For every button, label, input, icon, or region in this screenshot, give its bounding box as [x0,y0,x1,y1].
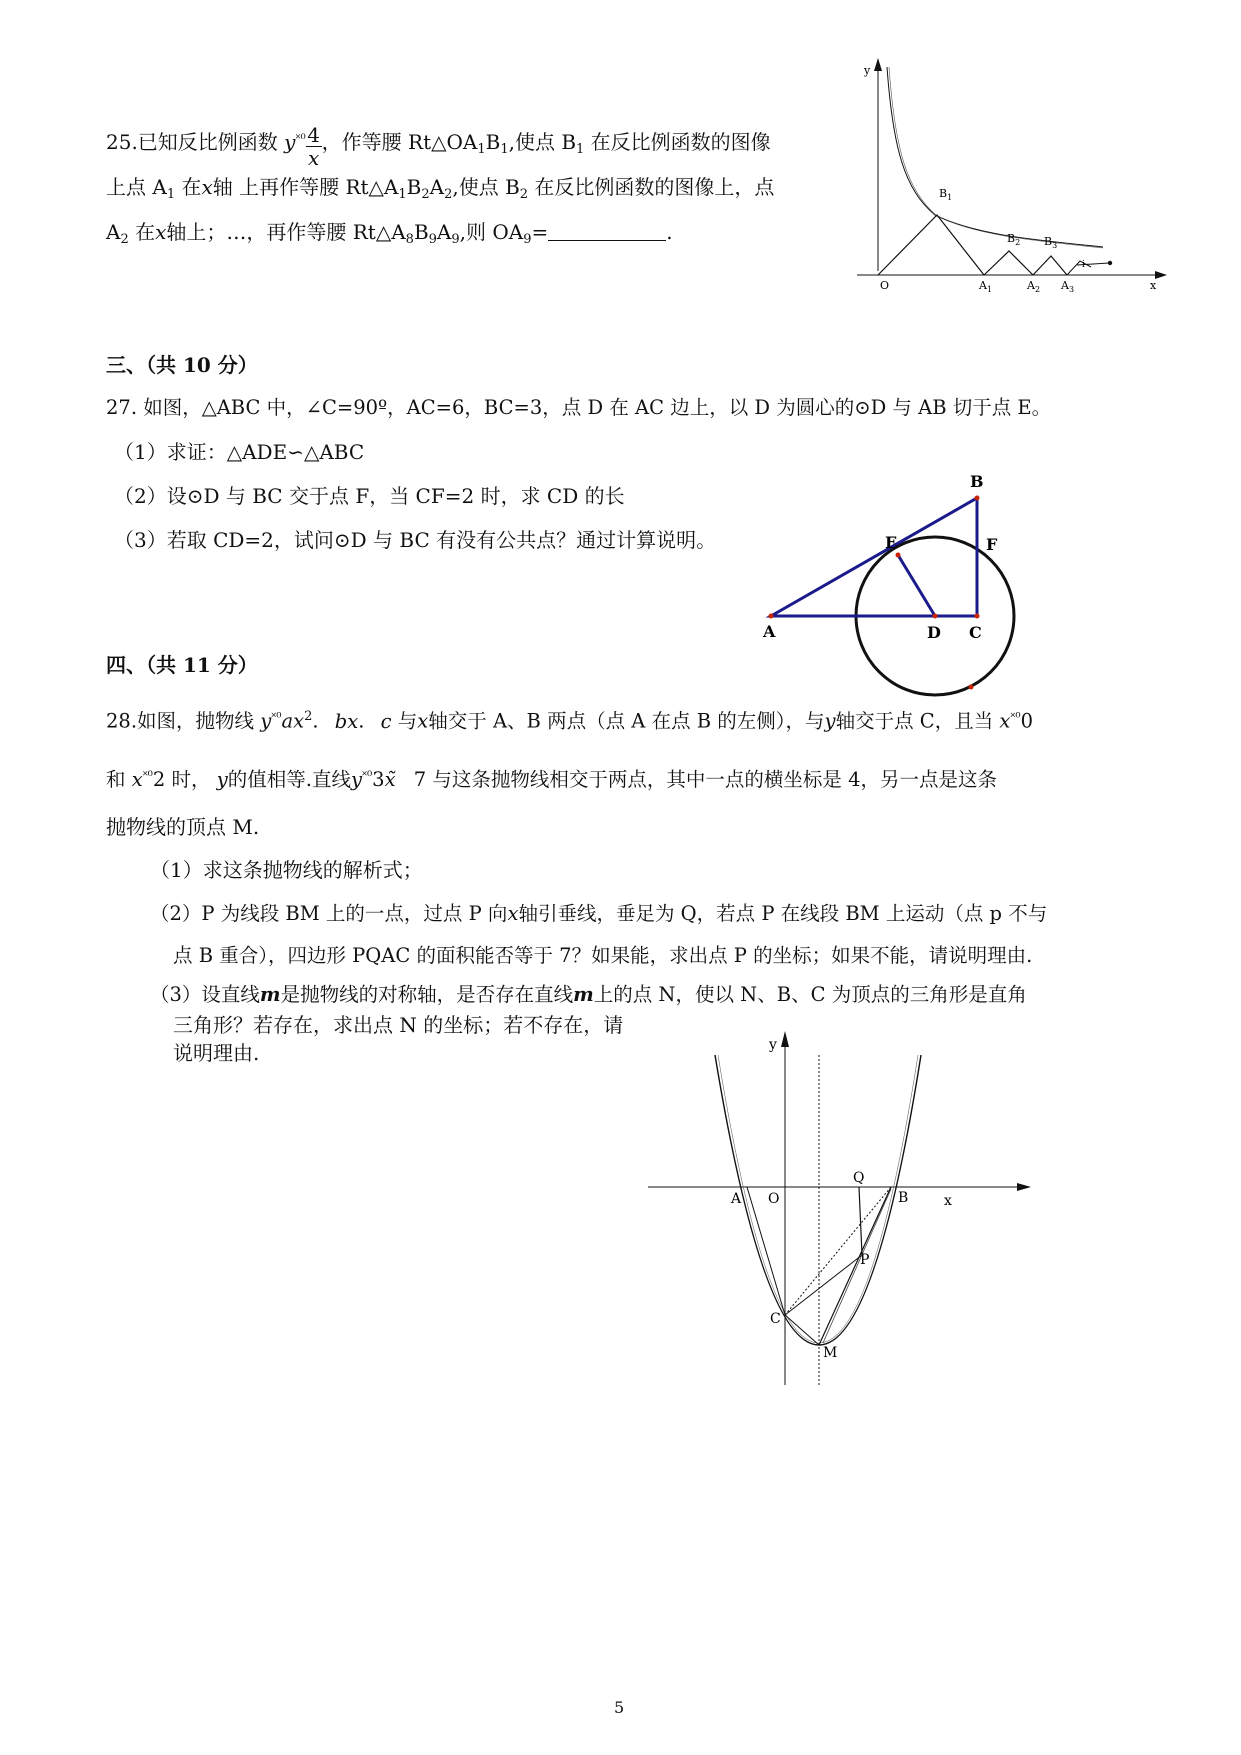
q28-segment-cp [785,1255,862,1315]
q28-text: 轴引垂线，垂足为 Q，若点 P 在线段 BM 上运动（点 p 不与 [518,902,1048,925]
q25-text: ,使点 B [508,130,577,154]
q27-label-f: F [986,535,998,554]
q27-triangle-abc [771,498,977,616]
q25-text: 在 [128,220,156,244]
section-4-heading: 四、（共 11 分） [106,653,258,677]
q25-figure [845,55,1175,300]
q27-label-d: D [927,623,941,642]
q28-var-x: x [131,768,143,791]
q28-var-x: x [999,709,1011,733]
q28-line-2 [106,765,997,792]
q28-garbled-symbol: ˟⁰ [142,769,153,784]
q28-text: 2 时， [152,768,211,791]
q28-text: 轴交于 A、B 两点（点 A 在点 B 的左侧），与 [428,709,825,733]
q28-term-bx: bx [334,709,359,733]
q25-subscript: 1 [500,142,509,157]
q25-text: B [406,175,422,199]
q25-triangle-3 [1033,256,1067,275]
q28-part-1: （1）求这条抛物线的解析式； [150,858,423,882]
q28-text: . [312,709,319,733]
q27-point-c [975,614,980,619]
q28-part-3-line-3: 说明理由. [173,1041,260,1065]
q25-text: B [413,220,429,244]
q28-var-x: x [507,902,519,925]
q28-text: 的值相等.直线 [227,768,351,791]
q25-subscript: 2 [519,187,529,202]
q25-subscript: 9 [428,232,437,247]
q25-label-a3: $A_3$ [1061,279,1075,294]
q28-label-x: x [944,1193,952,1209]
q28-exponent: 2 [304,709,313,724]
q28-y-axis-arrow [781,1031,789,1047]
q28-part-2-line-2: 点 B 重合），四边形 PQAC 的面积能否等于 7？如果能，求出点 P 的坐标；如果不能，请说明理由. [173,944,1033,967]
q28-text: （3）设直线 [150,983,260,1006]
q25-text: = [531,220,549,244]
q28-segment-cb-dotted [785,1187,891,1315]
q25-subscript: 2 [444,187,453,202]
q25-subscript: 1 [477,142,486,157]
q27-label-c: C [969,623,982,642]
q25-triangle-2 [984,251,1033,275]
q28-var-m: m [573,983,594,1006]
q28-line-1 [106,705,1033,734]
q25-label-a1: $A_1$ [979,279,993,294]
q27-point-b [975,496,980,501]
q28-var-x: x [417,709,429,733]
q25-x-axis-arrow [1155,271,1167,279]
q27-label-a: A [763,622,776,641]
q27-point-d [933,614,938,619]
q27-part-3: （3）若取 CD=2，试问⊙D 与 BC 有没有公共点？通过计算说明。 [114,528,717,552]
q27-point-e [896,553,901,558]
q25-triangle-1 [878,215,984,275]
q28-segment-mb [819,1187,891,1345]
q25-end-point [1108,261,1112,265]
q28-part-3-line-2: 三角形？若存在，求出点 N 的坐标；若不存在，请 [173,1013,624,1037]
q28-text: 3 [372,768,385,791]
q25-answer-blank [548,222,666,241]
q27-label-b: B [970,472,984,491]
q25-subscript: 1 [398,187,407,202]
q28-garbled-symbol: ˟⁰ [271,710,282,726]
q28-label-o: O [768,1191,780,1207]
q25-line-2 [106,175,774,207]
q28-text: . [358,709,365,733]
q28-var-y: y [350,768,362,791]
q28-segment-cm [785,1315,819,1345]
q25-text: A [436,220,452,244]
q27-segment-de [898,555,935,616]
q25-label-x: x [1150,279,1157,292]
q28-text: （2）P 为线段 BM 上的一点，过点 P 向 [150,902,508,925]
q25-hyperbola-curve-shadow [889,67,1103,248]
q28-var-y: y [260,709,272,733]
q25-text: ,则 OA [459,220,524,244]
q25-label-b3: $B_3$ [1044,235,1058,250]
q25-text: 上点 A [106,175,167,199]
q28-segment-mb-inner [823,1189,891,1343]
q27-point-bottom [969,685,974,690]
q25-label-a2: $A_2$ [1027,279,1041,294]
q25-subscript: 2 [421,187,430,202]
q25-triangle-4 [1067,261,1091,275]
q28-parabola [715,1055,921,1345]
section-3-heading: 三、（共 10 分） [106,353,258,377]
q28-part-2-line-1 [150,902,1047,926]
q28-label-p: P [860,1252,870,1268]
q28-part-3-line-1 [150,983,1027,1007]
q25-fraction [306,124,322,169]
q27-point-a [769,614,774,619]
q25-text: ,使点 B [452,175,520,199]
q25-line-1 [106,124,771,169]
q25-text: 轴上；…，再作等腰 Rt△A [166,220,406,244]
q25-hyperbola-curve [887,67,1103,247]
q28-label-a: A [731,1191,742,1207]
q25-label-o: O [880,279,890,292]
q25-text: 25.已知反比例函数 [106,130,278,154]
q28-text: 是抛物线的对称轴，是否存在直线 [280,983,574,1006]
q25-text: . [666,220,673,244]
q25-subscript: 2 [120,232,129,247]
q27-part-1: （1）求证：△ADE∽△ABC [114,440,365,464]
q25-y-axis-arrow [874,58,882,71]
q25-subscript: 9 [451,232,460,247]
q25-label-i: i [1082,260,1085,270]
q27-label-e: E [885,533,898,552]
q28-figure [715,1025,1085,1400]
q28-text: 与 [397,709,418,733]
q27-figure [755,470,1055,730]
q28-var-y: y [824,709,836,733]
q25-subscript: 9 [523,232,532,247]
q28-text: 0 [1020,709,1034,733]
q25-label-b2: $B_2$ [1007,232,1021,247]
q25-var-y: y [284,130,296,154]
q25-text: ，作等腰 Rt△OA [321,130,478,154]
q28-label-q: Q [853,1170,865,1186]
q25-var-x: x [201,175,213,199]
q25-subscript: 1 [576,142,585,157]
q28-label-b: B [898,1190,909,1206]
q25-text: A [429,175,445,199]
q25-label-y: y [864,64,871,77]
q28-parabola-shadow [718,1055,918,1343]
q25-line-3 [106,220,673,252]
q25-text: 在反比例函数的图像上，点 [528,175,775,199]
q28-var-m: m [259,983,281,1006]
q28-label-y: y [769,1037,777,1053]
q28-term-ax: ax [281,709,305,733]
q25-label-b1: $B_1$ [939,187,953,202]
q27-stem: 27. 如图，△ABC 中，∠C=90º，AC=6，BC=3，点 D 在 AC 边上，以 D 为圆心的⊙D 与 AB 切于点 E。 [106,396,1052,419]
q25-text: 在反比例函数的图像 [584,130,771,154]
q25-text: 轴 上再作等腰 Rt△A [212,175,399,199]
q28-label-m: M [823,1345,838,1361]
q28-text: 7 与这条抛物线相交于两点，其中一点的横坐标是 4，另一点是这条 [413,768,998,791]
q28-label-c: C [770,1311,781,1327]
q28-var-x: x̃ [384,768,396,791]
q28-text: 上的点 N，使以 N、B、C 为顶点的三角形是直角 [593,983,1027,1006]
q28-text: 和 [106,768,126,791]
q25-text: A [106,220,121,244]
q28-x-axis-arrow [1017,1183,1031,1191]
q28-term-c: c [380,709,392,733]
q28-garbled-symbol: ˟⁰ [361,769,373,784]
q28-segment-pq [859,1187,862,1255]
q28-text: 28.如图，抛物线 [106,709,255,733]
q27-part-2: （2）设⊙D 与 BC 交于点 F，当 CF=2 时，求 CD 的长 [114,484,625,508]
page-number: 5 [614,1698,625,1717]
q25-garbled-symbol: ˟⁰ [295,132,306,147]
q25-subscript: 1 [166,187,176,202]
q25-text: B [485,130,501,154]
q25-text: 在 [175,175,202,199]
q28-garbled-symbol: ˟⁰ [1010,710,1021,726]
q25-fraction-numerator: 4 [307,123,321,147]
q28-line-3: 抛物线的顶点 M. [106,815,260,839]
q25-subscript: 8 [405,232,414,247]
q28-var-y: y [216,768,228,791]
q25-fraction-denominator: x [308,146,320,170]
q25-var-x: x [155,220,167,244]
q28-text: 轴交于点 C，且当 [835,709,994,733]
